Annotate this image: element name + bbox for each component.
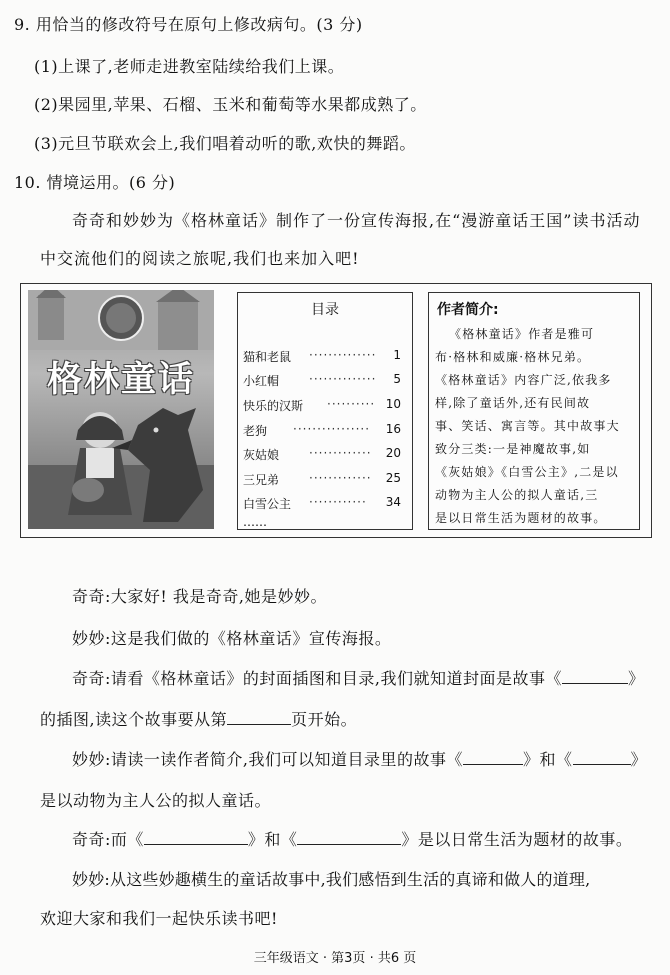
author-intro-line: 事、笑话、寓言等。其中故事大 xyxy=(435,419,620,433)
page-footer: 三年级语文 · 第3页 · 共6 页 xyxy=(253,951,417,966)
author-intro-line: 是以日常生活为题材的故事。 xyxy=(435,511,607,525)
dialogue-line-3-end: 》 xyxy=(627,669,645,688)
dialogue-line-7 xyxy=(72,827,632,850)
table-of-contents xyxy=(237,292,413,530)
dialogue-line-5 xyxy=(72,747,647,770)
toc-entry-page: 34 xyxy=(385,495,401,509)
toc-entry-page: 25 xyxy=(385,471,401,485)
toc-entry-page: 10 xyxy=(385,397,401,411)
toc-entry-title: 白雪公主 xyxy=(243,497,292,511)
toc-leader: ·········· xyxy=(327,397,376,411)
dialogue-line-7-text: 奇奇:而《 xyxy=(72,830,144,849)
toc-entry-title: 快乐的汉斯 xyxy=(243,399,304,413)
author-intro-line: 致分三类:一是神魔故事,如 xyxy=(435,442,591,456)
dialogue-line-5-mid: 》和《 xyxy=(522,750,573,769)
answer-blank-daily-2[interactable] xyxy=(297,830,401,845)
q10-heading: 10. 情境运用。(6 分) xyxy=(14,173,176,192)
dialogue-line-6: 是以动物为主人公的拟人童话。 xyxy=(40,791,272,810)
toc-entry-title: …… xyxy=(243,515,267,529)
dialogue-line-5-end: 》 xyxy=(630,750,648,769)
dialogue-line-4-text: 的插图,读这个故事要从第 xyxy=(40,710,228,729)
toc-entry-title: 灰姑娘 xyxy=(243,448,280,462)
toc-title: 目录 xyxy=(311,302,339,318)
toc-entry-title: 猫和老鼠 xyxy=(243,350,292,364)
author-intro-line: 布·格林和威廉·格林兄弟。 xyxy=(435,350,591,364)
dialogue-line-7-end: 》是以日常生活为题材的故事。 xyxy=(401,830,633,849)
toc-leader: ············· xyxy=(309,471,372,485)
q9-item-3: (3)元旦节联欢会上,我们唱着动听的歌,欢快的舞蹈。 xyxy=(34,134,416,153)
q9-item-2: (2)果园里,苹果、石榴、玉米和葡萄等水果都成熟了。 xyxy=(34,95,427,114)
author-intro-line: 样,除了童话外,还有民间故 xyxy=(435,396,591,410)
q9-heading: 9. 用恰当的修改符号在原句上修改病句。(3 分) xyxy=(14,15,363,34)
answer-blank-daily-1[interactable] xyxy=(144,830,248,845)
toc-leader: ·············· xyxy=(309,372,377,386)
toc-leader: ·············· xyxy=(309,348,377,362)
answer-blank-animal-1[interactable] xyxy=(463,750,523,765)
dialogue-line-3-text: 奇奇:请看《格林童话》的封面插图和目录,我们就知道封面是故事《 xyxy=(72,669,562,688)
author-intro-line: 动物为主人公的拟人童话,三 xyxy=(435,488,599,502)
author-intro-title: 作者简介: xyxy=(437,302,499,318)
answer-blank-page[interactable] xyxy=(227,710,291,725)
toc-entry-title: 三兄弟 xyxy=(243,473,280,487)
toc-entry-page: 20 xyxy=(385,446,401,460)
toc-entry-page: 1 xyxy=(393,348,401,362)
q10-intro-1: 奇奇和妙妙为《格林童话》制作了一份宣传海报,在“漫游童话王国”读书活动 xyxy=(72,211,641,230)
answer-blank-animal-2[interactable] xyxy=(573,750,631,765)
dialogue-line-1: 奇奇:大家好! 我是奇奇,她是妙妙。 xyxy=(72,587,327,606)
book-cover-image xyxy=(28,290,214,529)
answer-blank-story[interactable] xyxy=(562,669,628,684)
dialogue-line-9: 欢迎大家和我们一起快乐读书吧! xyxy=(40,909,278,928)
toc-entry-title: 小红帽 xyxy=(243,374,280,388)
toc-entry-page: 16 xyxy=(385,422,401,436)
promo-poster xyxy=(20,283,652,538)
dialogue-line-8: 妙妙:从这些妙趣横生的童话故事中,我们感悟到生活的真谛和做人的道理, xyxy=(72,870,591,889)
author-intro-line: 《格林童话》内容广泛,依我多 xyxy=(435,373,612,387)
dialogue-line-3 xyxy=(72,666,645,689)
dialogue-line-5-text: 妙妙:请读一读作者简介,我们可以知道目录里的故事《 xyxy=(72,750,463,769)
toc-leader: ················ xyxy=(293,422,371,436)
cover-title: 格林童话 xyxy=(46,360,195,400)
toc-leader: ············· xyxy=(309,446,372,460)
dialogue-line-2: 妙妙:这是我们做的《格林童话》宣传海报。 xyxy=(72,629,392,648)
author-intro-line: 《格林童话》作者是雅可 xyxy=(449,327,595,341)
author-intro-line: 《灰姑娘》《白雪公主》,二是以 xyxy=(435,465,619,479)
toc-entry-title: 老狗 xyxy=(243,424,268,438)
dialogue-line-4-end: 页开始。 xyxy=(291,710,358,729)
toc-entry-page: 5 xyxy=(393,372,401,386)
q10-intro-2: 中交流他们的阅读之旅呢,我们也来加入吧! xyxy=(40,249,360,268)
cover-illustration xyxy=(28,290,214,529)
dialogue-line-7-mid: 》和《 xyxy=(247,830,298,849)
q9-item-1: (1)上课了,老师走进教室陆续给我们上课。 xyxy=(34,57,345,76)
toc-leader: ············ xyxy=(309,495,367,509)
dialogue-line-4 xyxy=(40,707,357,730)
author-intro xyxy=(428,292,640,530)
